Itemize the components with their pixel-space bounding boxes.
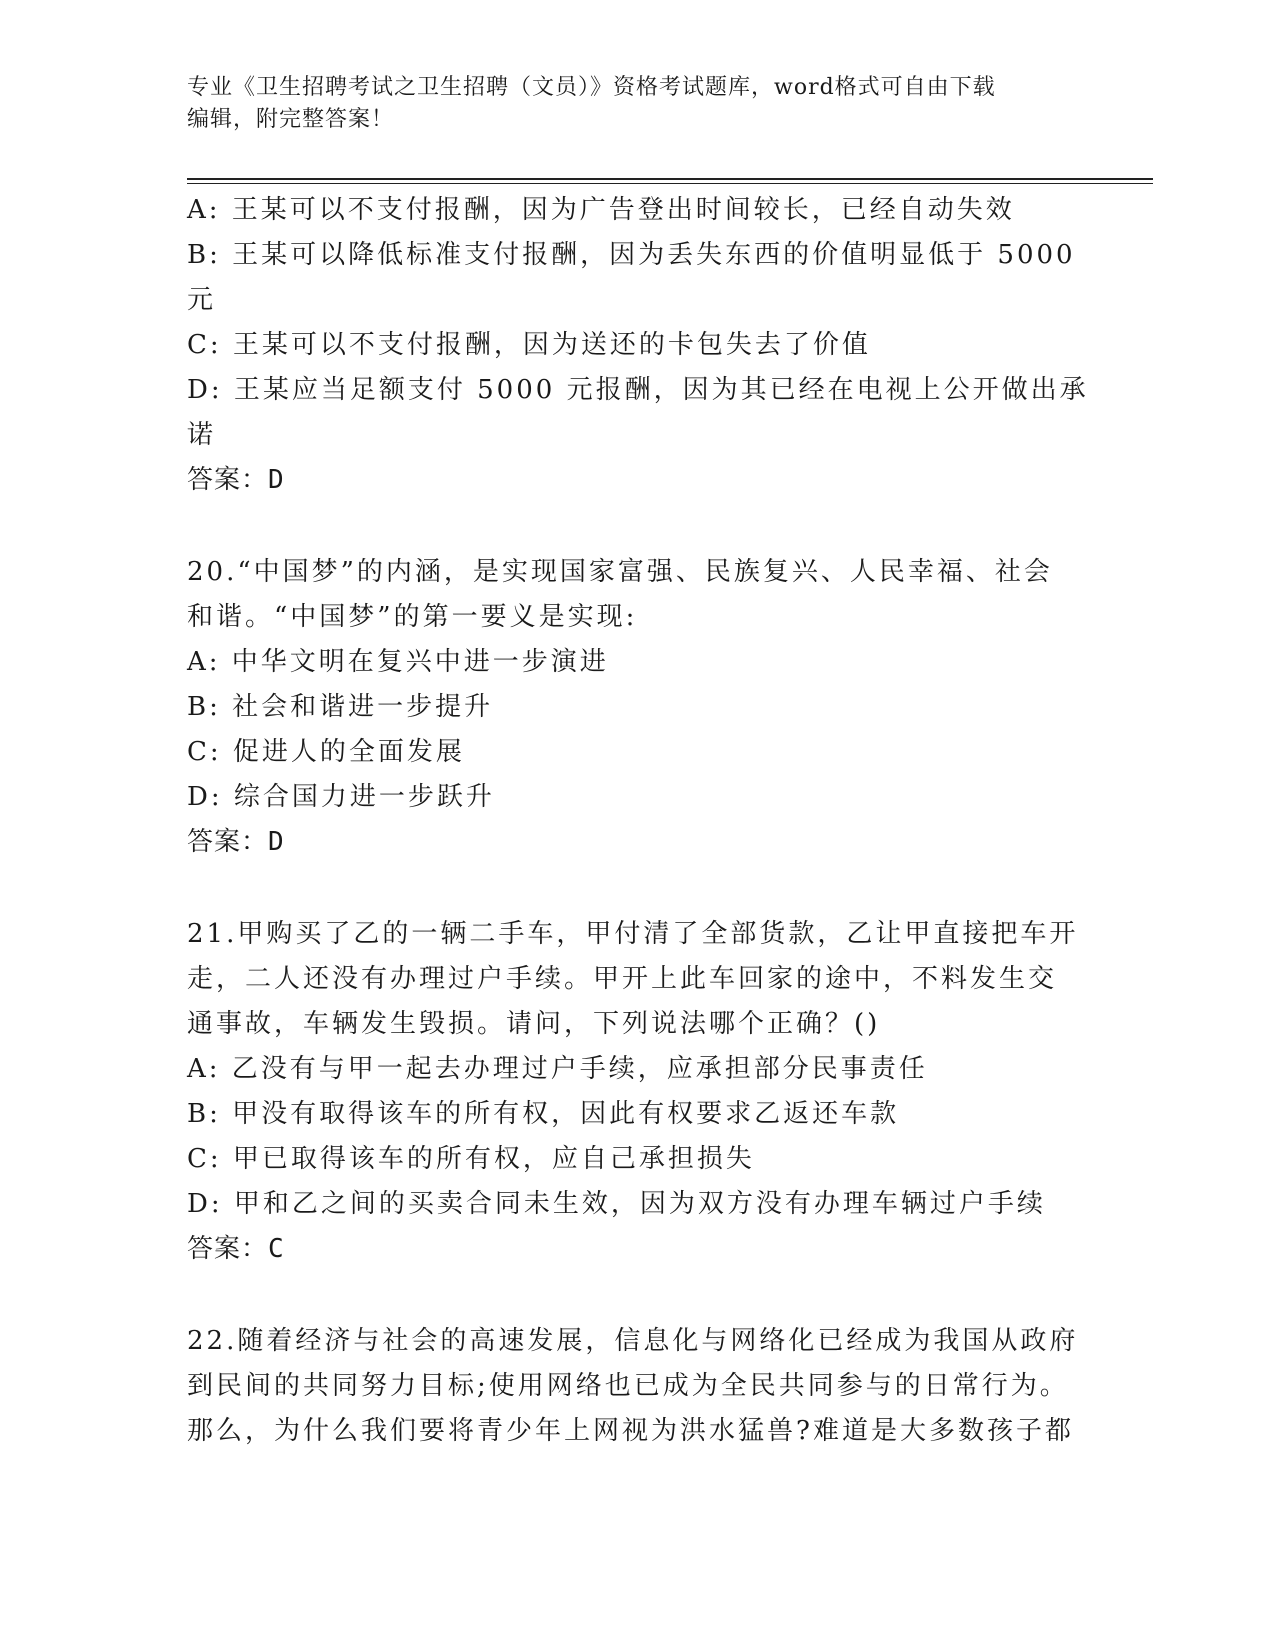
q19-answer: 答案：D (187, 465, 285, 495)
q20-option-a: A: 中华文明在复兴中进一步演进 (187, 647, 609, 677)
q19-option-a: A: 王某可以不支付报酬，因为广告登出时间较长，已经自动失效 (187, 195, 1015, 225)
question-content (187, 188, 1089, 1454)
q19-option-b-line-1: B: 王某可以降低标准支付报酬，因为丢失东西的价值明显低于 5000 (187, 240, 1076, 270)
q19-option-d-line-1: D: 王某应当足额支付 5000 元报酬，因为其已经在电视上公开做出承 (187, 375, 1089, 405)
document-header (187, 72, 1087, 136)
q21-option-b: B: 甲没有取得该车的所有权，因此有权要求乙返还车款 (187, 1099, 900, 1129)
q20-stem-line-2: 和谐。“中国梦”的第一要义是实现: (187, 602, 638, 632)
q21-answer: 答案：C (187, 1234, 285, 1264)
q20-option-c: C: 促进人的全面发展 (187, 737, 465, 767)
q20-option-d: D: 综合国力进一步跃升 (187, 782, 495, 812)
q22-stem-line-3: 那么，为什么我们要将青少年上网视为洪水猛兽?难道是大多数孩子都 (187, 1416, 1074, 1446)
q20-answer: 答案：D (187, 827, 285, 857)
header-line-2: 编辑，附完整答案！ (187, 107, 395, 132)
q19-option-d-line-2: 诺 (187, 420, 217, 450)
header-rule-thin (187, 183, 1153, 184)
question-21 (187, 912, 1079, 1272)
q21-option-c: C: 甲已取得该车的所有权，应自己承担损失 (187, 1144, 755, 1174)
q21-stem-line-1: 21.甲购买了乙的一辆二手车，甲付清了全部货款，乙让甲直接把车开 (187, 919, 1079, 949)
header-line-1: 专业《卫生招聘考试之卫生招聘（文员）》资格考试题库，word格式可自由下载 (187, 75, 996, 100)
question-22 (187, 1319, 1079, 1454)
q22-stem-line-1: 22.随着经济与社会的高速发展，信息化与网络化已经成为我国从政府 (187, 1326, 1079, 1356)
spacer (187, 1272, 1067, 1319)
question-19-options (187, 188, 1089, 503)
q19-option-c: C: 王某可以不支付报酬，因为送还的卡包失去了价值 (187, 330, 871, 360)
q20-stem-line-1: 20.“中国梦”的内涵，是实现国家富强、民族复兴、人民幸福、社会 (187, 557, 1053, 587)
q21-stem-line-2: 走，二人还没有办理过户手续。甲开上此车回家的途中，不料发生交 (187, 964, 1058, 994)
q22-stem-line-2: 到民间的共同努力目标;使用网络也已成为全民共同参与的日常行为。 (187, 1371, 1069, 1401)
question-20 (187, 550, 1067, 865)
spacer (187, 865, 1067, 912)
header-rule-thick (187, 178, 1153, 180)
q21-stem-line-3: 通事故，车辆发生毁损。请问，下列说法哪个正确？() (187, 1009, 881, 1039)
spacer (187, 503, 1067, 550)
q19-option-b-line-2: 元 (187, 285, 217, 315)
q21-option-d: D: 甲和乙之间的买卖合同未生效，因为双方没有办理车辆过户手续 (187, 1189, 1046, 1219)
q20-option-b: B: 社会和谐进一步提升 (187, 692, 494, 722)
q21-option-a: A: 乙没有与甲一起去办理过户手续，应承担部分民事责任 (187, 1054, 928, 1084)
